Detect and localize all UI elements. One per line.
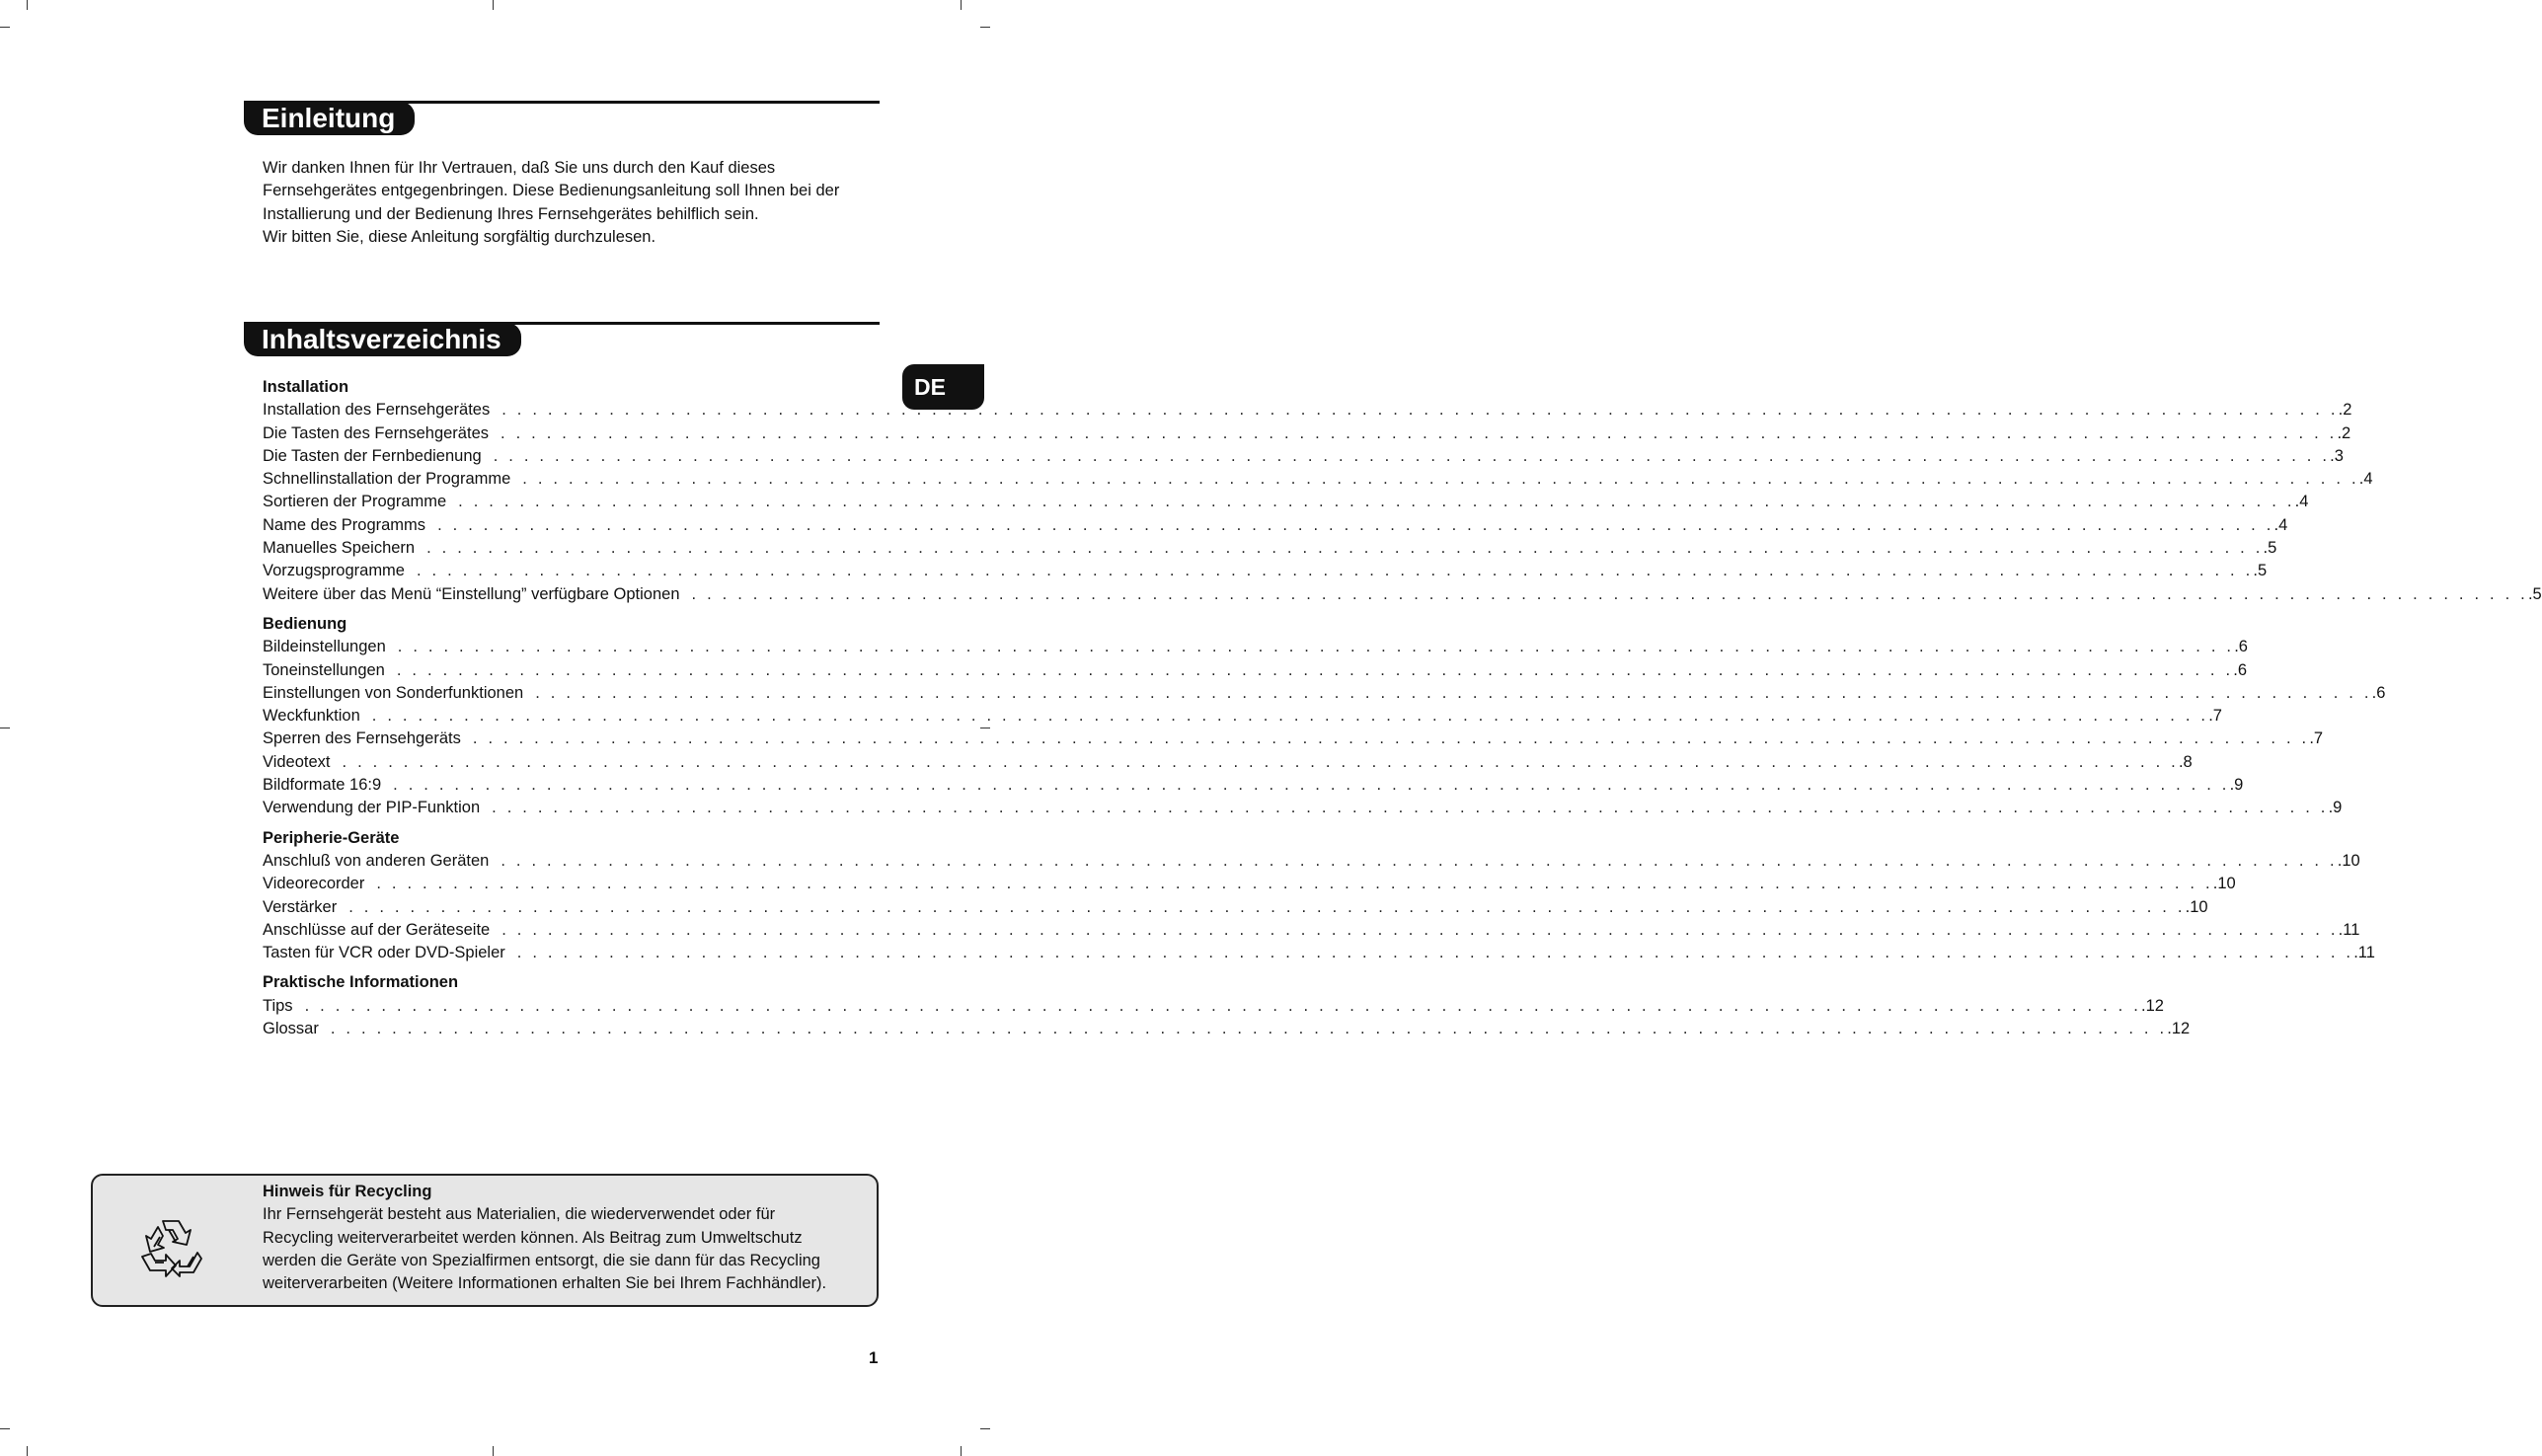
toc-entry-title: Anschluß von anderen Geräten xyxy=(263,851,490,870)
toc-entry-page: .5 xyxy=(2253,562,2268,580)
toc-entry xyxy=(263,728,2324,750)
toc-group xyxy=(263,613,2386,820)
toc-entry-title: Manuelles Speichern xyxy=(263,539,416,558)
toc-entry xyxy=(263,468,2373,491)
toc-entry-page: .12 xyxy=(2167,1020,2191,1038)
toc-entry-title: Sortieren der Programme xyxy=(263,493,447,511)
toc-entry xyxy=(263,445,2344,468)
toc-dot-leader: . . . . . . . . . . . . . . . . . . . . . . . . . . . . . . . . . . . . . . . . . . . . . . . . . . . . . . . . . . . . . . . . . . . . . . . . . . . . . . . . . . . . . . . . . . . . . . . . . . . . . . . . . . . . . . . . . . . . . . . . xyxy=(304,996,2141,1015)
toc-entry-page: .5 xyxy=(2527,584,2542,603)
recycling-notice xyxy=(91,1174,879,1307)
toc-entry-title: Videorecorder xyxy=(263,875,365,893)
toc-entry-page: .2 xyxy=(2338,401,2352,420)
crop-mark xyxy=(961,1446,962,1456)
toc-entry xyxy=(263,919,2360,942)
crop-mark xyxy=(961,0,962,10)
toc-entry-title: Verstärker xyxy=(263,897,338,916)
toc-entry-title: Weckfunktion xyxy=(263,707,360,726)
toc-entry xyxy=(263,751,2193,774)
toc-entry-page: .9 xyxy=(2229,776,2244,795)
toc-entry-title: Toneinstellungen xyxy=(263,660,385,679)
toc-entry xyxy=(263,774,2244,797)
toc-entry-page: .2 xyxy=(2337,423,2351,442)
toc-group-heading: Peripherie-Geräte xyxy=(263,828,400,847)
toc-entry-title: Name des Programms xyxy=(263,515,426,534)
toc-entry xyxy=(263,850,2360,873)
toc-dot-leader: . . . . . . . . . . . . . . . . . . . . . . . . . . . . . . . . . . . . . . . . . . . . . . . . . . . . . . . . . . . . . . . . . . . . . . . . . . . . . . . . . . . . . . . . . . . . . . . . . . . . . . . . . . . . . . . . . . . . . . . . xyxy=(501,423,2338,442)
toc-entry xyxy=(263,636,2248,658)
toc-entry-title: Sperren des Fernsehgeräts xyxy=(263,729,461,748)
crop-mark xyxy=(980,1428,990,1429)
toc-entry xyxy=(263,560,2268,582)
toc-dot-leader: . . . . . . . . . . . . . . . . . . . . . . . . . . . . . . . . . . . . . . . . . . . . . . . . . . . . . . . . . . . . . . . . . . . . . . . . . . . . . . . . . . . . . . . . . . . . . . . . . . . . . . . . . . . . . . . . . . . . . . . . xyxy=(437,515,2274,534)
toc-dot-leader: . . . . . . . . . . . . . . . . . . . . . . . . . . . . . . . . . . . . . . . . . . . . . . . . . . . . . . . . . . . . . . . . . . . . . . . . . . . . . . . . . . . . . . . . . . . . . . . . . . . . . . . . . . . . . . . . . . . . . . . . xyxy=(376,875,2213,893)
table-of-contents xyxy=(263,376,2542,1040)
toc-entry xyxy=(263,995,2164,1018)
toc-entry xyxy=(263,682,2386,705)
toc-entry-title: Die Tasten der Fernbedienung xyxy=(263,446,482,465)
toc-group xyxy=(263,827,2375,965)
recycling-line: weiterverarbeiten (Weitere Informationen erhalten Sie bei Ihrem Fachhändler). xyxy=(263,1274,827,1293)
toc-entry-page: .11 xyxy=(2353,944,2375,962)
toc-entry-page: .11 xyxy=(2338,920,2360,939)
toc-dot-leader: . . . . . . . . . . . . . . . . . . . . . . . . . . . . . . . . . . . . . . . . . . . . . . . . . . . . . . . . . . . . . . . . . . . . . . . . . . . . . . . . . . . . . . . . . . . . . . . . . . . . . . . . . . . . . . . . . . . . . . . . xyxy=(472,729,2310,748)
toc-entry xyxy=(263,942,2375,964)
intro-line: Wir danken Ihnen für Ihr Vertrauen, daß Sie uns durch den Kauf dieses xyxy=(263,159,776,177)
crop-mark xyxy=(0,1428,10,1429)
toc-entry-page: .7 xyxy=(2208,707,2222,726)
toc-entry-title: Die Tasten des Fernsehgerätes xyxy=(263,423,489,442)
toc-dot-leader: . . . . . . . . . . . . . . . . . . . . . . . . . . . . . . . . . . . . . . . . . . . . . . . . . . . . . . . . . . . . . . . . . . . . . . . . . . . . . . . . . . . . . . . . . . . . . . . . . . . . . . . . . . . . . . . . . . . . . . . . xyxy=(458,493,2295,511)
crop-mark xyxy=(493,1446,494,1456)
intro-heading: Einleitung xyxy=(244,102,415,135)
toc-entry-page: .6 xyxy=(2234,638,2248,656)
toc-dot-leader: . . . . . . . . . . . . . . . . . . . . . . . . . . . . . . . . . . . . . . . . . . . . . . . . . . . . . . . . . . . . . . . . . . . . . . . . . . . . . . . . . . . . . . . . . . . . . . . . . . . . . . . . . . . . . . . . . . . . . . . . xyxy=(501,401,2339,420)
toc-entry xyxy=(263,537,2277,560)
toc-entry-title: Bildeinstellungen xyxy=(263,638,386,656)
crop-mark xyxy=(27,1446,28,1456)
toc-entry-page: .10 xyxy=(2337,851,2360,870)
recycling-text xyxy=(263,1181,875,1295)
toc-entry-page: .8 xyxy=(2178,752,2193,771)
toc-dot-leader: . . . . . . . . . . . . . . . . . . . . . . . . . . . . . . . . . . . . . . . . . . . . . . . . . . . . . . . . . . . . . . . . . . . . . . . . . . . . . . . . . . . . . . . . . . . . . . . . . . . . . . . . . . . . . . . . . . . . . . . . xyxy=(492,799,2329,817)
toc-dot-leader: . . . . . . . . . . . . . . . . . . . . . . . . . . . . . . . . . . . . . . . . . . . . . . . . . . . . . . . . . . . . . . . . . . . . . . . . . . . . . . . . . . . . . . . . . . . . . . . . . . . . . . . . . . . . . . . . . . . . . . . . xyxy=(342,752,2179,771)
toc-entry-page: .12 xyxy=(2141,996,2164,1015)
toc-dot-leader: . . . . . . . . . . . . . . . . . . . . . . . . . . . . . . . . . . . . . . . . . . . . . . . . . . . . . . . . . . . . . . . . . . . . . . . . . . . . . . . . . . . . . . . . . . . . . . . . . . . . . . . . . . . . . . . . . . . . . . . . xyxy=(397,638,2235,656)
toc-entry-title: Tips xyxy=(263,996,293,1015)
toc-entry xyxy=(263,399,2352,421)
toc-entry-title: Anschlüsse auf der Geräteseite xyxy=(263,920,491,939)
toc-entry xyxy=(263,514,2288,537)
toc-heading: Inhaltsverzeichnis xyxy=(244,323,521,356)
recycling-line: Recycling weiterverarbeitet werden können. Als Beitrag zum Umweltschutz xyxy=(263,1228,803,1247)
toc-entry xyxy=(263,797,2343,819)
toc-entry-page: .5 xyxy=(2263,539,2277,558)
toc-dot-leader: . . . . . . . . . . . . . . . . . . . . . . . . . . . . . . . . . . . . . . . . . . . . . . . . . . . . . . . . . . . . . . . . . . . . . . . . . . . . . . . . . . . . . . . . . . . . . . . . . . . . . . . . . . . . . . . . . . . . . . . . xyxy=(393,776,2230,795)
intro-line: Installierung und der Bedienung Ihres Fernsehgerätes behilflich sein. xyxy=(263,204,759,223)
toc-dot-leader: . . . . . . . . . . . . . . . . . . . . . . . . . . . . . . . . . . . . . . . . . . . . . . . . . . . . . . . . . . . . . . . . . . . . . . . . . . . . . . . . . . . . . . . . . . . . . . . . . . . . . . . . . . . . . . . . . . . . . . . . xyxy=(501,851,2338,870)
toc-dot-leader: . . . . . . . . . . . . . . . . . . . . . . . . . . . . . . . . . . . . . . . . . . . . . . . . . . . . . . . . . . . . . . . . . . . . . . . . . . . . . . . . . . . . . . . . . . . . . . . . . . . . . . . . . . . . . . . . . . . . . . . . xyxy=(416,562,2254,580)
toc-dot-leader: . . . . . . . . . . . . . . . . . . . . . . . . . . . . . . . . . . . . . . . . . . . . . . . . . . . . . . . . . . . . . . . . . . . . . . . . . . . . . . . . . . . . . . . . . . . . . . . . . . . . . . . . . . . . . . . . . . . . . . . . xyxy=(426,539,2264,558)
toc-dot-leader: . . . . . . . . . . . . . . . . . . . . . . . . . . . . . . . . . . . . . . . . . . . . . . . . . . . . . . . . . . . . . . . . . . . . . . . . . . . . . . . . . . . . . . . . . . . . . . . . . . . . . . . . . . . . . . . . . . . . . . . . xyxy=(535,683,2372,702)
toc-dot-leader: . . . . . . . . . . . . . . . . . . . . . . . . . . . . . . . . . . . . . . . . . . . . . . . . . . . . . . . . . . . . . . . . . . . . . . . . . . . . . . . . . . . . . . . . . . . . . . . . . . . . . . . . . . . . . . . . . . . . . . . . xyxy=(493,446,2331,465)
language-tab: DE xyxy=(902,364,984,410)
toc-entry-page: .7 xyxy=(2309,729,2324,748)
toc-dot-leader: . . . . . . . . . . . . . . . . . . . . . . . . . . . . . . . . . . . . . . . . . . . . . . . . . . . . . . . . . . . . . . . . . . . . . . . . . . . . . . . . . . . . . . . . . . . . . . . . . . . . . . . . . . . . . . . . . . . . . . . . xyxy=(691,584,2528,603)
page-number: 1 xyxy=(869,1348,879,1367)
crop-mark xyxy=(27,0,28,10)
toc-dot-leader: . . . . . . . . . . . . . . . . . . . . . . . . . . . . . . . . . . . . . . . . . . . . . . . . . . . . . . . . . . . . . . . . . . . . . . . . . . . . . . . . . . . . . . . . . . . . . . . . . . . . . . . . . . . . . . . . . . . . . . . . xyxy=(501,920,2339,939)
intro-paragraph xyxy=(263,157,875,249)
crop-mark xyxy=(0,27,10,28)
toc-entry xyxy=(263,583,2542,606)
toc-entry xyxy=(263,705,2222,728)
toc-group-heading: Bedienung xyxy=(263,614,347,633)
toc-dot-leader: . . . . . . . . . . . . . . . . . . . . . . . . . . . . . . . . . . . . . . . . . . . . . . . . . . . . . . . . . . . . . . . . . . . . . . . . . . . . . . . . . . . . . . . . . . . . . . . . . . . . . . . . . . . . . . . . . . . . . . . . xyxy=(371,707,2209,726)
toc-entry-page: .9 xyxy=(2328,799,2343,817)
toc-entry-title: Tasten für VCR oder DVD-Spieler xyxy=(263,944,505,962)
toc-entry-page: .4 xyxy=(2358,470,2373,489)
toc-group-heading: Installation xyxy=(263,378,349,396)
toc-entry-page: .10 xyxy=(2185,897,2208,916)
toc-entry-page: .3 xyxy=(2330,446,2344,465)
toc-entry-title: Weitere über das Menü “Einstellung” verfügbare Optionen xyxy=(263,584,680,603)
toc-entry-title: Vorzugsprogramme xyxy=(263,562,405,580)
toc-entry-page: .6 xyxy=(2371,683,2386,702)
toc-entry-page: .4 xyxy=(2294,493,2309,511)
toc-dot-leader: . . . . . . . . . . . . . . . . . . . . . . . . . . . . . . . . . . . . . . . . . . . . . . . . . . . . . . . . . . . . . . . . . . . . . . . . . . . . . . . . . . . . . . . . . . . . . . . . . . . . . . . . . . . . . . . . . . . . . . . . xyxy=(516,944,2354,962)
toc-entry-title: Glossar xyxy=(263,1020,319,1038)
toc-dot-leader: . . . . . . . . . . . . . . . . . . . . . . . . . . . . . . . . . . . . . . . . . . . . . . . . . . . . . . . . . . . . . . . . . . . . . . . . . . . . . . . . . . . . . . . . . . . . . . . . . . . . . . . . . . . . . . . . . . . . . . . . xyxy=(522,470,2359,489)
recycling-title: Hinweis für Recycling xyxy=(263,1183,432,1200)
toc-entry-title: Schnellinstallation der Programme xyxy=(263,470,511,489)
toc-entry xyxy=(263,1018,2191,1040)
crop-mark xyxy=(493,0,494,10)
toc-entry xyxy=(263,873,2236,895)
toc-entry-page: .10 xyxy=(2212,875,2236,893)
toc-entry xyxy=(263,896,2208,919)
toc-entry-title: Bildformate 16:9 xyxy=(263,776,382,795)
toc-dot-leader: . . . . . . . . . . . . . . . . . . . . . . . . . . . . . . . . . . . . . . . . . . . . . . . . . . . . . . . . . . . . . . . . . . . . . . . . . . . . . . . . . . . . . . . . . . . . . . . . . . . . . . . . . . . . . . . . . . . . . . . . xyxy=(348,897,2186,916)
toc-entry-title: Installation des Fernsehgerätes xyxy=(263,401,491,420)
toc-entry xyxy=(263,659,2248,682)
crop-mark xyxy=(980,27,990,28)
toc-group-heading: Praktische Informationen xyxy=(263,973,459,992)
toc-entry-page: .6 xyxy=(2233,660,2248,679)
toc-entry xyxy=(263,422,2351,445)
toc-entry xyxy=(263,491,2309,513)
toc-group xyxy=(263,376,2542,606)
toc-entry-title: Videotext xyxy=(263,752,331,771)
recycling-line: werden die Geräte von Spezialfirmen entsorgt, die sie dann für das Recycling xyxy=(263,1251,820,1269)
toc-entry-title: Verwendung der PIP-Funktion xyxy=(263,799,481,817)
toc-entry-title: Einstellungen von Sonderfunktionen xyxy=(263,683,524,702)
recycle-icon xyxy=(136,1215,205,1284)
intro-line: Wir bitten Sie, diese Anleitung sorgfältig durchzulesen. xyxy=(263,227,656,246)
toc-dot-leader: . . . . . . . . . . . . . . . . . . . . . . . . . . . . . . . . . . . . . . . . . . . . . . . . . . . . . . . . . . . . . . . . . . . . . . . . . . . . . . . . . . . . . . . . . . . . . . . . . . . . . . . . . . . . . . . . . . . . . . . . xyxy=(330,1020,2168,1038)
intro-line: Fernsehgerätes entgegenbringen. Diese Bedienungsanleitung soll Ihnen bei der xyxy=(263,182,840,200)
toc-dot-leader: . . . . . . . . . . . . . . . . . . . . . . . . . . . . . . . . . . . . . . . . . . . . . . . . . . . . . . . . . . . . . . . . . . . . . . . . . . . . . . . . . . . . . . . . . . . . . . . . . . . . . . . . . . . . . . . . . . . . . . . . xyxy=(396,660,2234,679)
recycling-line: Ihr Fernsehgerät besteht aus Materialien, die wiederverwendet oder für xyxy=(263,1205,776,1224)
toc-entry-page: .4 xyxy=(2273,515,2288,534)
toc-group xyxy=(263,971,2191,1040)
